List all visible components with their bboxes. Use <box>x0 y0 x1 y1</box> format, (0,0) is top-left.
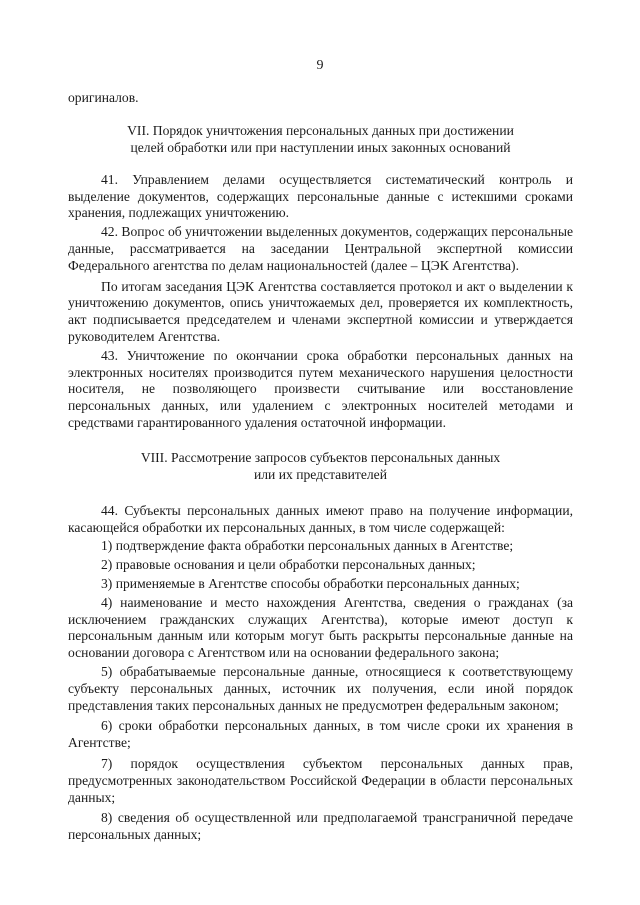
list-item-3: 3) применяемые в Агентстве способы обработки персональных данных; <box>101 575 520 591</box>
section-heading-viii <box>68 449 573 483</box>
list-item-6: 6) сроки обработки персональных данных, в том числе сроки их хранения в Агентстве; <box>68 718 573 751</box>
paragraph-43: 43. Уничтожение по окончании срока обработки персональных данных на электронных носителях производится путем механического нарушения целостности носителя, не позволяющего произвести считывание или восстановление персональных данных, или удалением с электронных носителей методами и средствами гарантированного удаления остаточной информации. <box>68 347 573 430</box>
paragraph-41: 41. Управлением делами осуществляется систематический контроль и выделение документов, содержащих персональные данные с истекшими сроками хранения, подлежащих уничтожению. <box>68 171 573 221</box>
list-item-4: 4) наименование и место нахождения Агентства, сведения о гражданах (за исключением гражданских служащих Агентства), которые имеют доступ к персональным данным или которым могут быть раскрыты персональные данные на основании договора с Агентством или на основании федерального закона; <box>68 594 573 661</box>
paragraph-42-cont: По итогам заседания ЦЭК Агентства составляется протокол и акт о выделении к уничтожению документов, опись уничтожаемых дел, проверяется их комплектность, акт подписывается председателем и членами экспертной комиссии и утверждается руководителем Агентства. <box>68 278 573 344</box>
section-heading-vii <box>68 122 573 156</box>
list-item-5: 5) обрабатываемые персональные данные, относящиеся к соответствующему субъекту персональных данных, источник их получения, если иной порядок представления таких персональных данных не предусмотрен федеральным законом; <box>68 663 573 713</box>
list-item-8: 8) сведения об осуществленной или предполагаемой трансграничной передаче персональных данных; <box>68 810 573 843</box>
heading-line: VII. Порядок уничтожения персональных данных при достижении <box>127 122 514 138</box>
paragraph-continuation: оригиналов. <box>68 90 139 105</box>
list-item-1: 1) подтверждение факта обработки персональных данных в Агентстве; <box>101 538 514 554</box>
document-body <box>68 90 573 844</box>
paragraph-42: 42. Вопрос об уничтожении выделенных документов, содержащих персональные данные, рассматривается на заседании Центральной экспертной комиссии Федерального агентства по делам национальностей (далее – ЦЭК Агентства). <box>68 224 573 273</box>
heading-line: целей обработки или при наступлении иных законных оснований <box>130 139 511 155</box>
paragraph-44: 44. Субъекты персональных данных имеют право на получение информации, касающейся обработки их персональных данных, в том числе содержащей: <box>68 502 573 535</box>
heading-line: VIII. Рассмотрение запросов субъектов персональных данных <box>140 449 501 465</box>
page-number: 9 <box>316 58 324 73</box>
heading-line: или их представителей <box>254 466 387 482</box>
list-item-7: 7) порядок осуществления субъектом персональных данных прав, предусмотренных законодательством Российской Федерации в области персональных данных; <box>68 755 573 805</box>
list-item-2: 2) правовые основания и цели обработки персональных данных; <box>101 557 476 573</box>
